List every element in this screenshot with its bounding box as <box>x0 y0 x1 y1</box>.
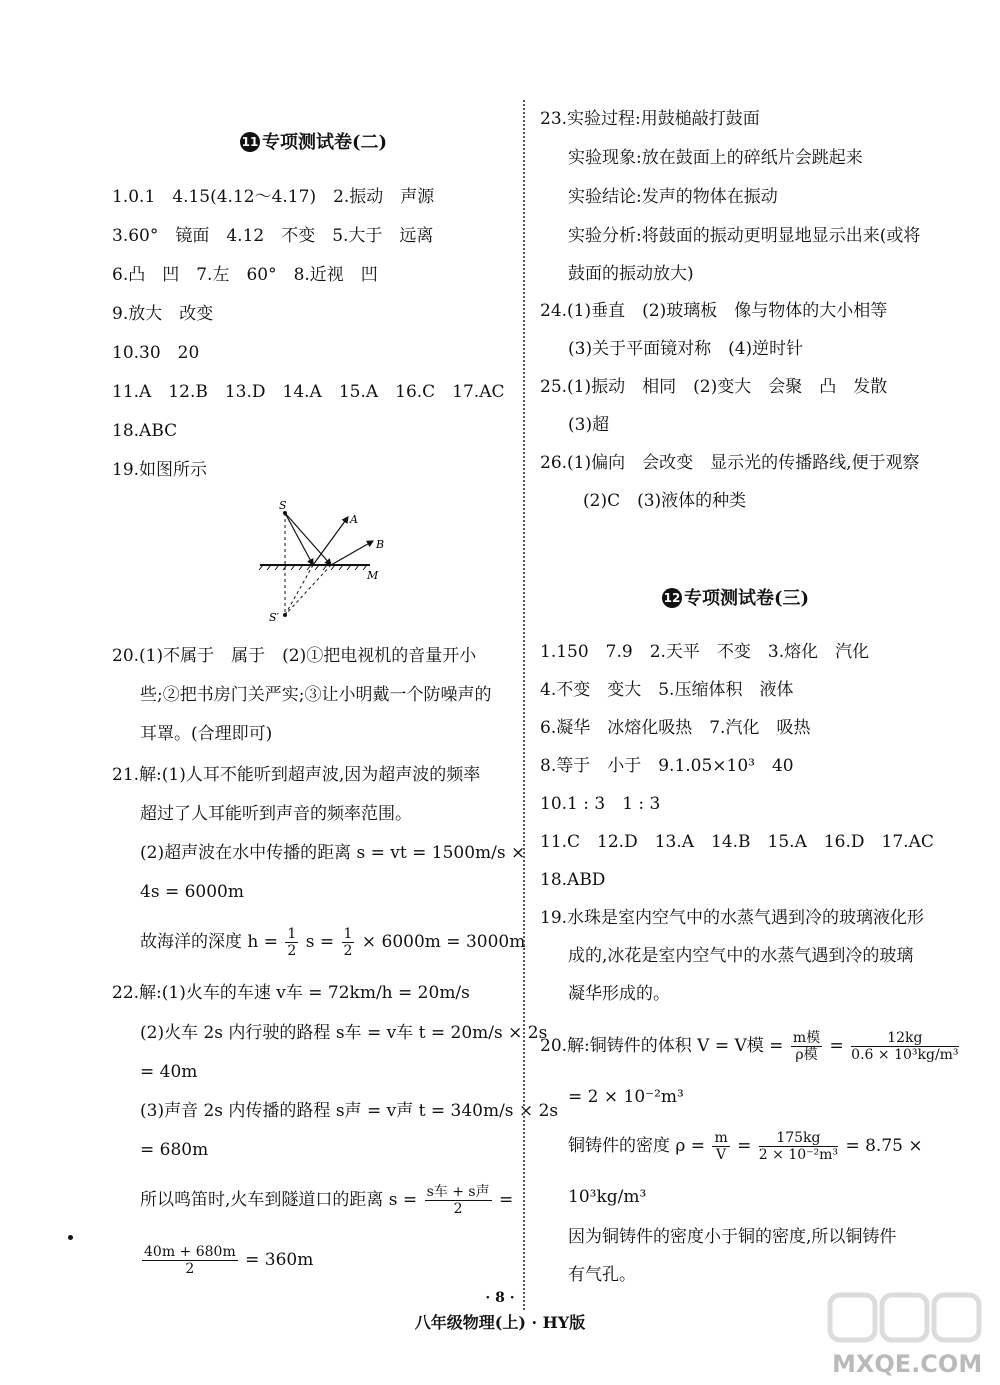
bullet-dot <box>68 1235 73 1240</box>
answer-line: (3)超 <box>568 415 610 435</box>
answer-line: 1.150 7.9 2.天平 不变 3.熔化 汽化 <box>540 642 870 662</box>
formula-text: × 6000m = 3000m <box>361 932 526 952</box>
answer-line: 6.凝华 冰熔化吸热 7.汽化 吸热 <box>540 718 811 738</box>
label-b: B <box>376 538 385 551</box>
formula-text: 铜铸件的密度 ρ = <box>568 1136 706 1156</box>
answer-line: 9.放大 改变 <box>112 304 214 324</box>
answer-line: 6.凸 凹 7.左 60° 8.近视 凹 <box>112 265 378 285</box>
fraction <box>851 1030 958 1063</box>
volume-formula: 20.解:铜铸件的体积 V = V模 = $\frac{\text{m模}}{\text{ρ模}}$ = $\frac{12kg}{\text{0.6 × 10³kg/m³}}$ <box>540 1030 959 1063</box>
fraction <box>712 1130 729 1163</box>
fraction-numerator: s车 + s声 <box>426 1184 490 1200</box>
section-title-right <box>662 584 809 610</box>
fraction <box>342 926 355 959</box>
answer-line: 19.水珠是室内空气中的水蒸气遇到冷的玻璃液化形 <box>540 908 925 928</box>
answer-line: 25.(1)振动 相同 (2)变大 会聚 凸 发散 <box>540 377 888 397</box>
answer-line: 3.60° 镜面 4.12 不变 5.大于 远离 <box>112 226 434 246</box>
answer-line: (2)C (3)液体的种类 <box>583 491 747 511</box>
answer-line: 18.ABC <box>112 421 178 441</box>
formula-text: = 360m <box>245 1250 314 1270</box>
answer-line: 19.如图所示 <box>112 460 208 480</box>
label-a: A <box>350 513 358 526</box>
answer-line: 4.不变 变大 5.压缩体积 液体 <box>540 680 794 700</box>
answer-line: 10.30 20 <box>112 343 200 363</box>
fraction-numerator: m <box>714 1130 728 1146</box>
answer-line: 实验结论:发声的物体在振动 <box>568 187 778 207</box>
label-s-prime: S′ <box>269 611 280 624</box>
fraction-numerator: 1 <box>287 926 297 942</box>
watermark-text: MXQE.COM <box>832 1350 983 1378</box>
answer-line: 1.0.1 4.15(4.12～4.17) 2.振动 声源 <box>112 187 435 207</box>
answer-line: 有气孔。 <box>568 1265 636 1285</box>
answer-line: 23.实验过程:用鼓槌敲打鼓面 <box>540 109 760 129</box>
answer-line: = 40m <box>140 1062 198 1082</box>
answer-line: 些;②把书房门关严实;③让小明戴一个防噪声的 <box>140 685 492 705</box>
answer-line: 8.等于 小于 9.1.05×10³ 40 <box>540 756 794 776</box>
fraction-denominator: 2 × 10⁻²m³ <box>758 1147 839 1163</box>
fraction-denominator: V <box>716 1147 727 1163</box>
answer-line: = 680m <box>140 1140 209 1160</box>
answer-line: 18.ABD <box>540 870 606 890</box>
answer-line: 20.(1)不属于 属于 (2)①把电视机的音量开小 <box>112 646 477 666</box>
fraction-denominator: ρ模 <box>795 1047 818 1063</box>
fraction-denominator: 0.6 × 10³kg/m³ <box>851 1047 959 1063</box>
fraction <box>759 1130 838 1163</box>
final-formula <box>140 1242 313 1278</box>
label-s: S <box>279 499 287 512</box>
answer-line: 耳罩。(合理即可) <box>140 724 273 744</box>
book-title: 八年级物理(上) · HY版 <box>414 1313 586 1332</box>
label-m: M <box>367 569 379 582</box>
answer-line: 凝华形成的。 <box>568 984 670 1004</box>
formula-text: 20.解:铜铸件的体积 V = V模 = <box>540 1036 784 1056</box>
answer-line: 26.(1)偏向 会改变 显示光的传播路线,便于观察 <box>540 453 920 473</box>
fraction-denominator: 2 <box>287 943 297 959</box>
answer-line: 10³kg/m³ <box>568 1187 647 1207</box>
fraction <box>142 1244 238 1277</box>
formula-text: = 8.75 × <box>845 1136 923 1156</box>
fraction-numerator: 175kg <box>759 1130 838 1147</box>
answer-line: 4s = 6000m <box>140 882 244 902</box>
formula-text: 故海洋的深度 h = <box>140 932 279 952</box>
answer-line: 超过了人耳能听到声音的频率范围。 <box>140 804 412 824</box>
answer-line: 11.C 12.D 13.A 14.B 15.A 16.D 17.AC <box>540 832 934 852</box>
answer-line: 实验现象:放在鼓面上的碎纸片会跳起来 <box>568 148 863 168</box>
answer-line: (3)声音 2s 内传播的路程 s声 = v声 t = 340m/s × 2s <box>140 1101 559 1121</box>
answer-line: 22.解:(1)火车的车速 v车 = 72km/h = 20m/s <box>112 983 470 1003</box>
depth-formula: 故海洋的深度 h = $\frac{1}{2}$ s = $\frac{1}{2}$ × 6000m = 3000m <box>140 926 526 959</box>
section-title-text: 专项测试卷(三) <box>684 588 810 609</box>
answer-line: (3)关于平面镜对称 (4)逆时针 <box>568 339 804 359</box>
formula-text: 所以鸣笛时,火车到隧道口的距离 s = <box>140 1190 418 1210</box>
answer-line: 11.A 12.B 13.D 14.A 15.A 16.C 17.AC <box>112 382 505 402</box>
section-title-text: 专项测试卷(二) <box>262 132 388 153</box>
answer-line: (2)火车 2s 内行驶的路程 s车 = v车 t = 20m/s × 2s <box>140 1023 548 1043</box>
answer-line: 24.(1)垂直 (2)玻璃板 像与物体的大小相等 <box>540 301 888 321</box>
reflection-diagram <box>255 495 395 630</box>
section-title-left <box>240 128 387 154</box>
answer-line: 成的,冰花是室内空气中的水蒸气遇到冷的玻璃 <box>568 946 914 966</box>
density-formula: 铜铸件的密度 ρ = $\frac{m}{V}$ = $\frac{175kg}{\text{2 × 10⁻²m³}}$ = 8.75 × <box>568 1130 923 1163</box>
fraction-numerator: 12kg <box>851 1030 958 1047</box>
fraction-denominator: 2 <box>185 1261 195 1277</box>
section-number-badge: 12 <box>662 588 682 608</box>
answer-line: 因为铜铸件的密度小于铜的密度,所以铜铸件 <box>568 1227 897 1247</box>
answer-line: (2)超声波在水中传播的距离 s = vt = 1500m/s × <box>140 843 526 863</box>
fraction-numerator: 1 <box>343 926 353 942</box>
fraction <box>425 1184 492 1217</box>
fraction-denominator: 2 <box>453 1201 463 1217</box>
fraction <box>791 1030 822 1063</box>
page-number: · 8 · <box>485 1290 515 1306</box>
fraction-denominator: 2 <box>343 943 353 959</box>
fraction-numerator: m模 <box>792 1030 821 1046</box>
answer-line: 鼓面的振动放大) <box>568 264 694 284</box>
column-divider <box>523 100 525 1310</box>
fraction-numerator: 40m + 680m <box>144 1244 236 1260</box>
section-number-badge: 11 <box>240 132 260 152</box>
answer-line: 实验分析:将鼓面的振动更明显地显示出来(或将 <box>568 226 921 246</box>
distance-formula: 所以鸣笛时,火车到隧道口的距离 s = $\frac{\text{s车 + s声}}{2}$ = <box>140 1184 514 1217</box>
fraction <box>285 926 298 959</box>
answer-line: = 2 × 10⁻²m³ <box>568 1087 684 1107</box>
answer-line: 10.1 : 3 1 : 3 <box>540 794 661 814</box>
answer-line: 21.解:(1)人耳不能听到超声波,因为超声波的频率 <box>112 765 481 785</box>
